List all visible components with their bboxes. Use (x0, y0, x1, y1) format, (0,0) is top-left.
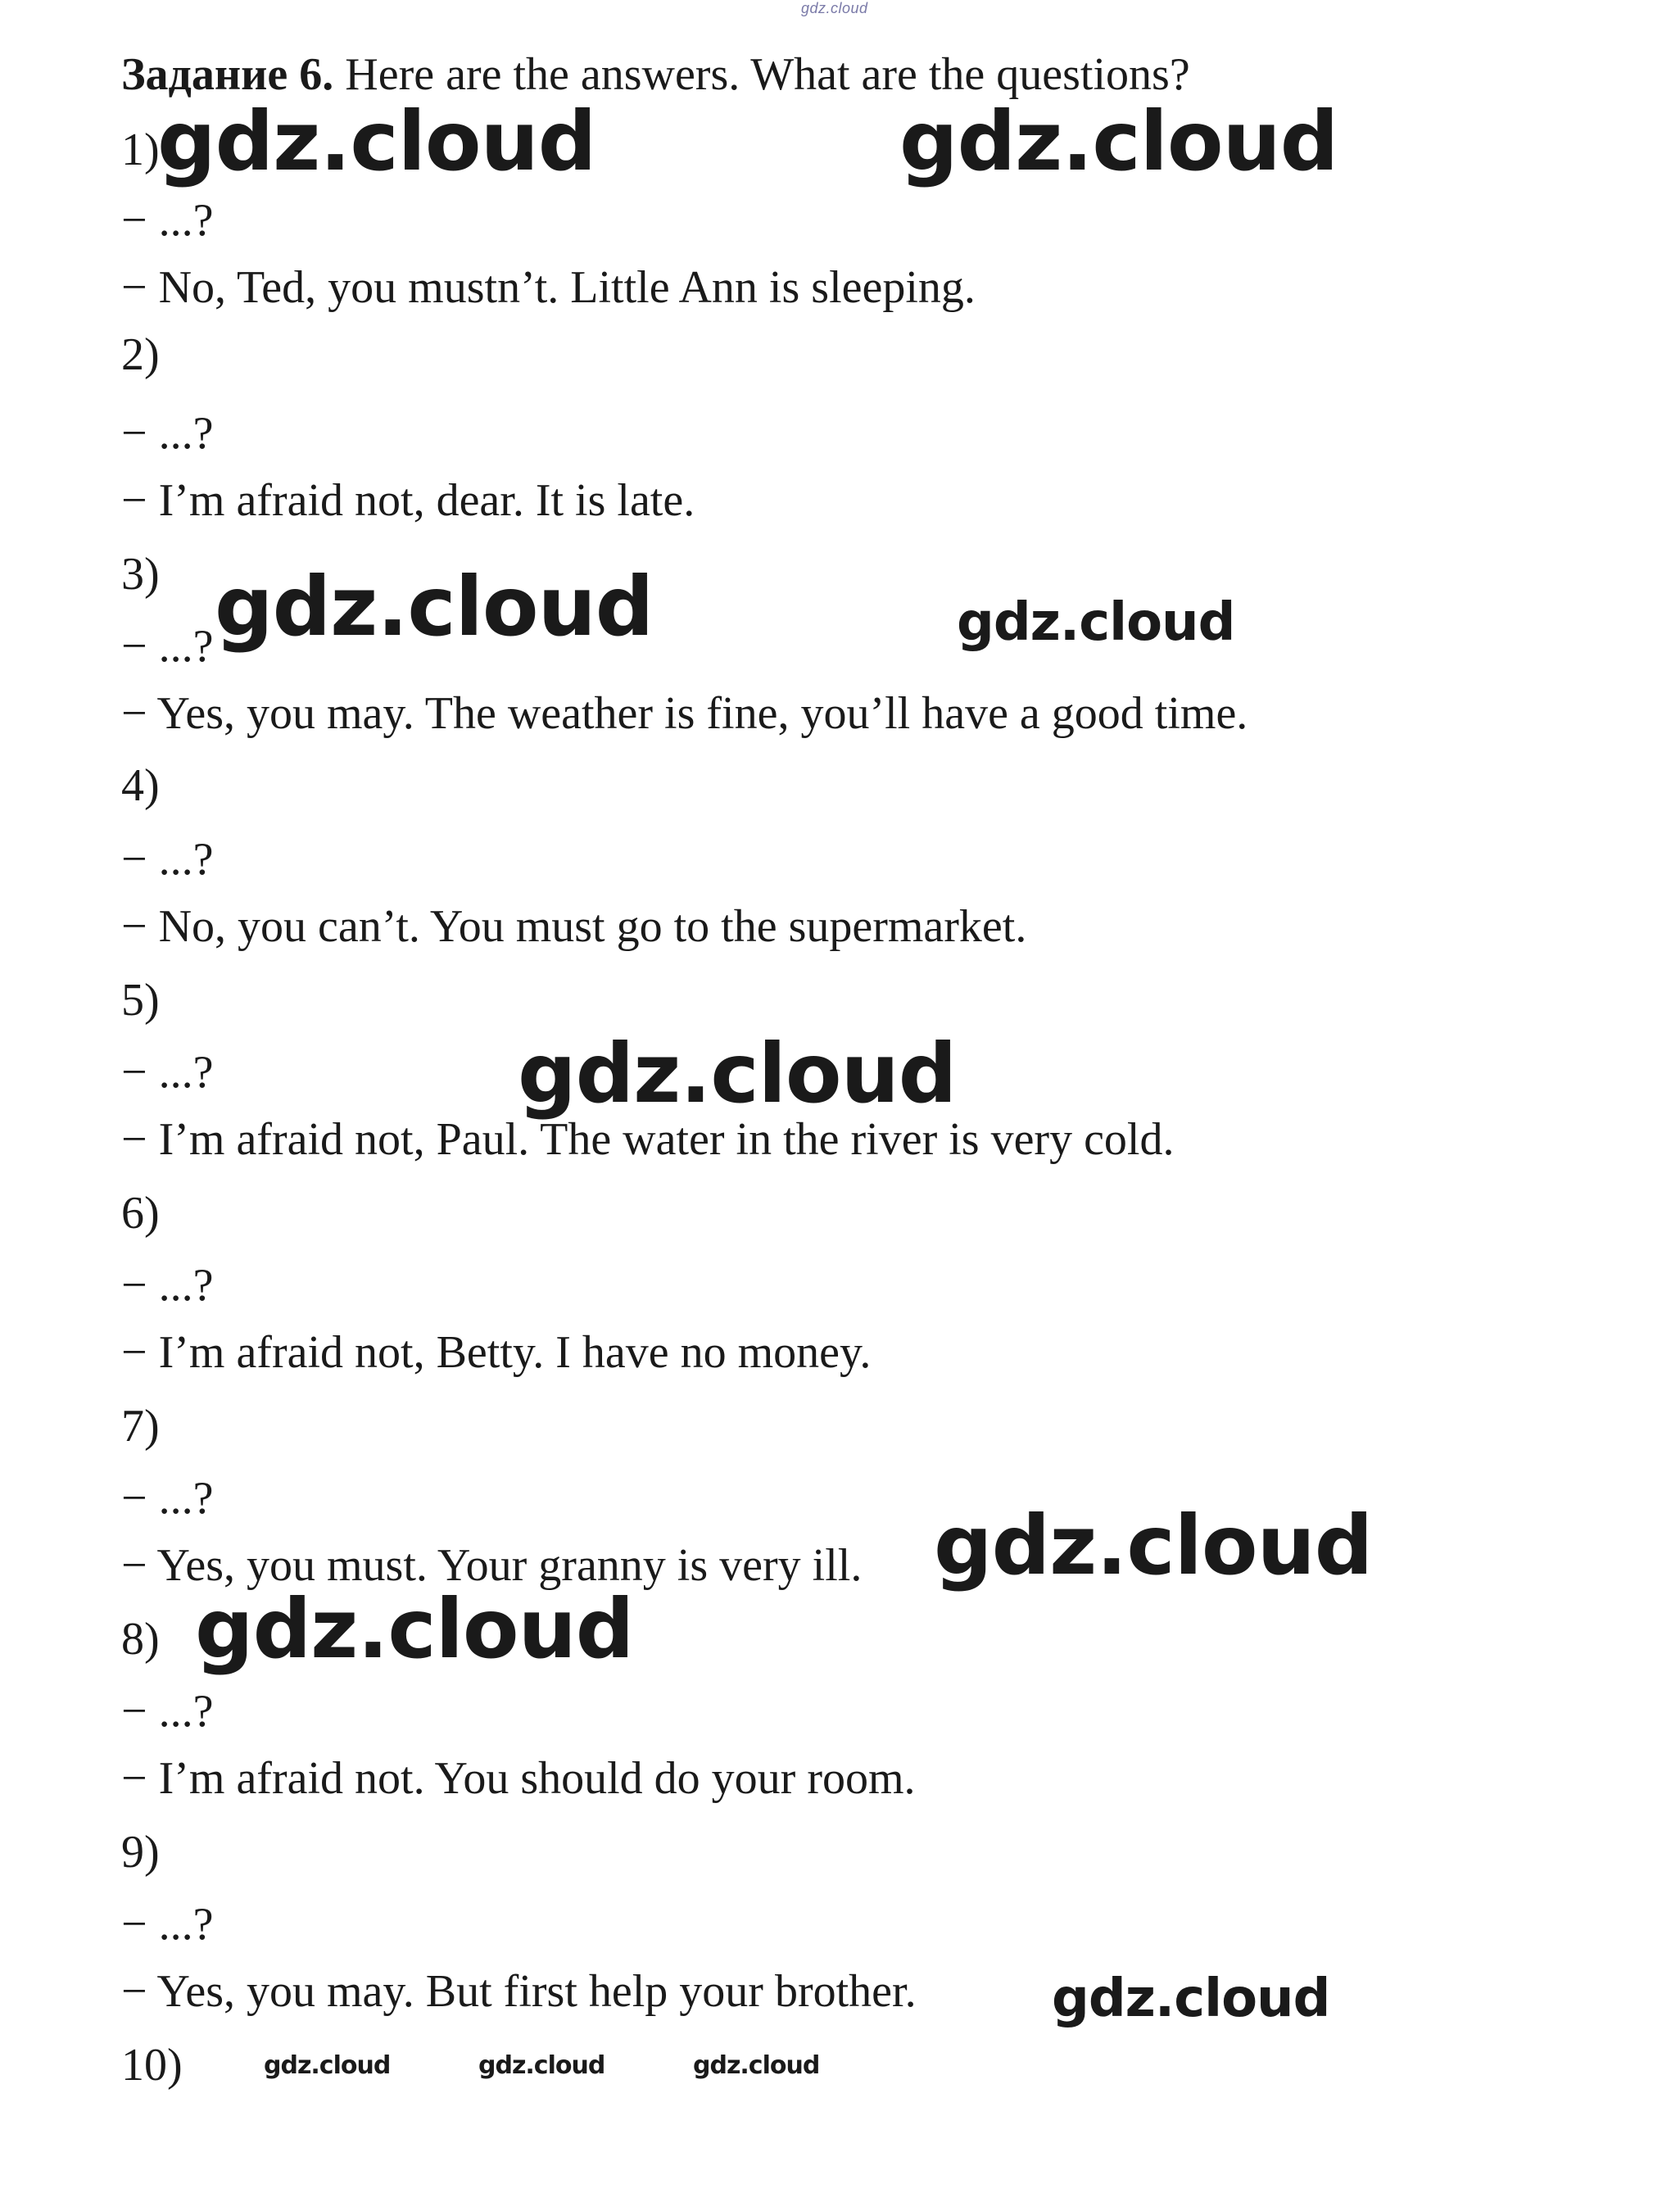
top-watermark: gdz.cloud (801, 0, 868, 16)
item-question: − ...? (121, 834, 214, 885)
watermark: gdz.cloud (899, 93, 1338, 189)
item-number: 7) (121, 1401, 160, 1452)
item-question: − ...? (121, 1899, 214, 1950)
item-number: 8) (121, 1614, 160, 1665)
item-question: − ...? (121, 195, 214, 246)
watermark: gdz.cloud (518, 1026, 957, 1121)
item-number: 6) (121, 1188, 160, 1239)
item-question: − ...? (121, 621, 214, 672)
watermark: gdz.cloud (693, 2051, 820, 2080)
item-answer: − Yes, you must. Your granny is very ill. (121, 1540, 863, 1591)
item-number: 3) (121, 549, 160, 600)
item-question: − ...? (121, 1260, 214, 1311)
item-number: 1) (121, 125, 160, 175)
item-number: 2) (121, 329, 160, 380)
item-answer: − I’m afraid not, Paul. The water in the river is very cold. (121, 1114, 1175, 1165)
item-answer: − I’m afraid not, Betty. I have no money. (121, 1327, 872, 1378)
watermark: gdz.cloud (478, 2051, 605, 2080)
item-question: − ...? (121, 1473, 214, 1524)
item-number: 9) (121, 1827, 160, 1878)
watermark: gdz.cloud (195, 1581, 634, 1677)
watermark: gdz.cloud (215, 559, 654, 655)
task-instruction: Here are the answers. What are the questions? (345, 49, 1190, 100)
item-answer: − No, Ted, you mustn’t. Little Ann is sleeping. (121, 262, 976, 313)
item-answer: − I’m afraid not, dear. It is late. (121, 475, 695, 526)
watermark: gdz.cloud (957, 592, 1235, 653)
task-label: Задание 6. (121, 49, 334, 100)
item-number: 5) (121, 975, 160, 1026)
watermark: gdz.cloud (264, 2051, 391, 2080)
item-question: − ...? (121, 1047, 214, 1098)
item-answer: − Yes, you may. The weather is fine, you’ll have a good time. (121, 688, 1248, 739)
watermark: gdz.cloud (157, 93, 596, 189)
item-number: 4) (121, 760, 160, 811)
watermark: gdz.cloud (934, 1497, 1373, 1593)
watermark: gdz.cloud (1052, 1969, 1330, 2029)
item-answer: − Yes, you may. But first help your brother. (121, 1966, 917, 2017)
item-answer: − No, you can’t. You must go to the supermarket. (121, 901, 1027, 952)
item-question: − ...? (121, 408, 214, 459)
item-answer: − I’m afraid not. You should do your room. (121, 1753, 916, 1804)
item-question: − ...? (121, 1686, 214, 1737)
item-number: 10) (121, 2040, 183, 2091)
